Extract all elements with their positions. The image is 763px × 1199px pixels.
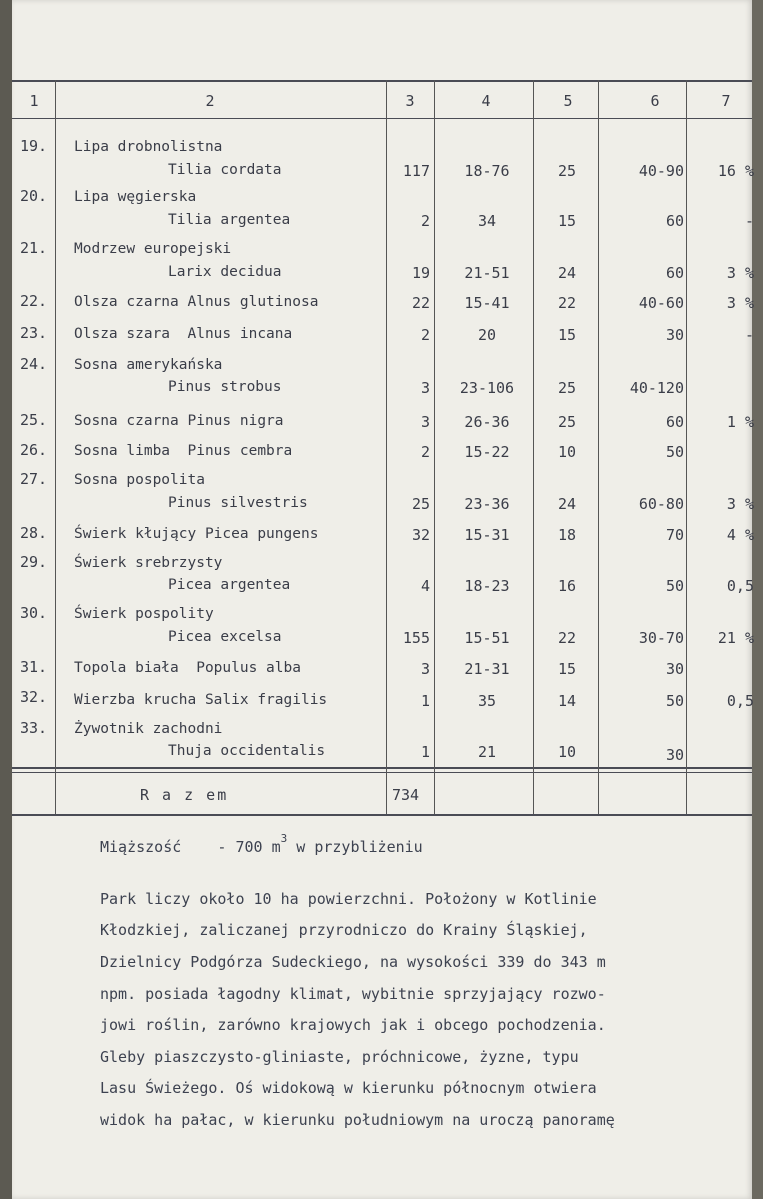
cell-col5: 16	[557, 577, 577, 595]
volume-suffix: w przybliżeniu	[296, 838, 423, 856]
cell-percent: 0,5	[726, 692, 754, 710]
species-name: Lipa węgierska	[74, 189, 197, 205]
cell-col6: 40-120	[629, 379, 684, 397]
cell-count: 25	[411, 495, 430, 513]
cell-count: 2	[420, 212, 430, 230]
species-name: Olsza czarna Alnus glutinosa	[74, 294, 319, 310]
species-name: Olsza szara Alnus incana	[74, 326, 293, 342]
cell-range: 23-106	[459, 379, 515, 397]
cell-percent: -	[744, 326, 754, 344]
species-name: Żywotnik zachodni	[74, 721, 223, 737]
cell-count: 32	[411, 526, 430, 544]
species-name: Świerk srebrzysty	[74, 555, 223, 571]
cell-percent: 16 %	[717, 162, 754, 180]
cell-range: 18-76	[464, 162, 510, 180]
cell-range: 15-51	[464, 629, 510, 647]
species-name: Topola biała Populus alba	[74, 660, 301, 676]
cell-count: 3	[420, 660, 430, 678]
cell-percent: -	[744, 212, 754, 230]
cell-percent: 21 %	[717, 629, 754, 647]
row-number: 30.	[20, 604, 48, 622]
species-latin: Larix decidua	[168, 264, 282, 280]
col-divider-1	[55, 80, 56, 814]
cell-count: 3	[420, 413, 430, 431]
species-latin: Thuja occidentalis	[168, 743, 326, 759]
cell-col6: 50	[665, 577, 684, 595]
species-name: Świerk pospolity	[74, 606, 214, 622]
total-top-rule	[12, 767, 752, 769]
species-latin: Pinus silvestris	[168, 495, 308, 511]
cell-count: 117	[402, 162, 430, 180]
row-number: 26.	[20, 441, 48, 459]
table-top-rule	[12, 80, 752, 82]
row-number: 28.	[20, 524, 48, 542]
row-number: 24.	[20, 355, 48, 373]
volume-value: - 700 m	[217, 838, 281, 856]
cell-count: 4	[420, 577, 430, 595]
species-name: Modrzew europejski	[74, 241, 232, 257]
paragraph-line: npm. posiada łagodny klimat, wybitnie sprzyjający rozwo-	[100, 985, 606, 1003]
cell-col6: 30	[665, 746, 684, 764]
cell-range: 21	[477, 743, 497, 761]
total-label: R a z em	[140, 786, 229, 804]
cell-col6: 40-60	[638, 294, 684, 312]
total-value: 734	[392, 786, 420, 804]
header-col-3: 3	[405, 92, 415, 110]
total-top-rule-2	[12, 772, 752, 773]
species-latin: Tilia argentea	[168, 212, 291, 228]
species-name: Wierzba krucha Salix fragilis	[74, 692, 328, 708]
paragraph-line: Gleby piaszczysto-gliniaste, próchnicowe, żyzne, typu	[100, 1048, 579, 1066]
header-col-2: 2	[205, 92, 215, 110]
cell-col6: 30-70	[638, 629, 684, 647]
row-number: 33.	[20, 719, 48, 737]
paragraph-line: jowi roślin, zarówno krajowych jak i obcego pochodzenia.	[100, 1016, 606, 1034]
cell-count: 2	[420, 443, 430, 461]
row-number: 29.	[20, 553, 48, 571]
cell-range: 18-23	[464, 577, 510, 595]
table-bottom-rule	[12, 814, 752, 816]
cell-col5: 25	[557, 413, 577, 431]
species-name: Sosna amerykańska	[74, 357, 223, 373]
header-col-1: 1	[29, 92, 39, 110]
paragraph-line: Kłodzkiej, zaliczanej przyrodniczo do Krainy Śląskiej,	[100, 921, 588, 939]
row-number: 31.	[20, 658, 48, 676]
cell-col5: 25	[557, 379, 577, 397]
species-latin: Picea excelsa	[168, 629, 282, 645]
cell-percent: 3 %	[726, 294, 754, 312]
cell-range: 26-36	[464, 413, 510, 431]
header-bottom-rule	[12, 118, 752, 119]
cell-range: 15-41	[464, 294, 510, 312]
species-name: Świerk kłujący Picea pungens	[74, 526, 319, 542]
cell-col5: 10	[557, 443, 577, 461]
cell-col6: 60	[665, 212, 684, 230]
cell-col6: 50	[665, 692, 684, 710]
cell-col5: 10	[557, 743, 577, 761]
row-number: 25.	[20, 411, 48, 429]
cell-range: 15-22	[464, 443, 510, 461]
cell-range: 35	[477, 692, 497, 710]
cell-range: 20	[477, 326, 497, 344]
cell-range: 23-36	[464, 495, 510, 513]
row-number: 27.	[20, 470, 48, 488]
volume-exponent: 3	[280, 832, 288, 845]
cell-count: 19	[411, 264, 430, 282]
cell-col6: 30	[665, 660, 684, 678]
cell-range: 15-31	[464, 526, 510, 544]
cell-count: 1	[420, 743, 430, 761]
volume-label: Miąższość	[100, 838, 182, 856]
cell-col6: 30	[665, 326, 684, 344]
cell-count: 2	[420, 326, 430, 344]
cell-col5: 24	[557, 495, 577, 513]
cell-percent: 3 %	[726, 495, 754, 513]
species-name: Sosna pospolita	[74, 472, 205, 488]
header-col-5: 5	[563, 92, 573, 110]
row-number: 21.	[20, 239, 48, 257]
cell-col6: 50	[665, 443, 684, 461]
cell-range: 21-31	[464, 660, 510, 678]
cell-col6: 40-90	[638, 162, 684, 180]
row-number: 20.	[20, 187, 48, 205]
cell-range: 21-51	[464, 264, 510, 282]
species-latin: Pinus strobus	[168, 379, 282, 395]
cell-col6: 60	[665, 413, 684, 431]
cell-count: 155	[402, 629, 430, 647]
col-divider-5	[598, 80, 599, 814]
cell-count: 1	[420, 692, 430, 710]
col-divider-6	[686, 80, 687, 814]
cell-col5: 22	[557, 629, 577, 647]
header-col-6: 6	[650, 92, 660, 110]
species-latin: Tilia cordata	[168, 162, 282, 178]
row-number: 23.	[20, 324, 48, 342]
cell-count: 3	[420, 379, 430, 397]
paragraph-line: widok ha pałac, w kierunku południowym na uroczą panoramę	[100, 1111, 615, 1129]
cell-col5: 15	[557, 326, 577, 344]
col-divider-3	[434, 80, 435, 814]
cell-col5: 18	[557, 526, 577, 544]
header-col-4: 4	[481, 92, 491, 110]
cell-percent: 4 %	[726, 526, 754, 544]
row-number: 19.	[20, 137, 48, 155]
cell-col5: 22	[557, 294, 577, 312]
paragraph-line: Park liczy około 10 ha powierzchni. Położony w Kotlinie	[100, 890, 597, 908]
cell-col6: 60	[665, 264, 684, 282]
cell-col5: 15	[557, 660, 577, 678]
species-name: Sosna limba Pinus cembra	[74, 443, 293, 459]
species-name: Sosna czarna Pinus nigra	[74, 413, 284, 429]
cell-range: 34	[477, 212, 497, 230]
cell-col6: 60-80	[638, 495, 684, 513]
cell-col6: 70	[665, 526, 684, 544]
cell-percent: 3 %	[726, 264, 754, 282]
header-col-7: 7	[721, 92, 731, 110]
volume-note	[100, 832, 423, 856]
row-number: 32.	[20, 688, 48, 706]
cell-percent: 1 %	[726, 413, 754, 431]
cell-count: 22	[411, 294, 430, 312]
row-number: 22.	[20, 292, 48, 310]
species-name: Lipa drobnolistna	[74, 139, 223, 155]
paragraph-line: Dzielnicy Podgórza Sudeckiego, na wysokości 339 do 343 m	[100, 953, 606, 971]
cell-percent: 0,5	[726, 577, 754, 595]
cell-col5: 24	[557, 264, 577, 282]
cell-col5: 25	[557, 162, 577, 180]
species-latin: Picea argentea	[168, 577, 291, 593]
cell-col5: 14	[557, 692, 577, 710]
cell-col5: 15	[557, 212, 577, 230]
paragraph-line: Lasu Świeżego. Oś widokową w kierunku północnym otwiera	[100, 1079, 597, 1097]
